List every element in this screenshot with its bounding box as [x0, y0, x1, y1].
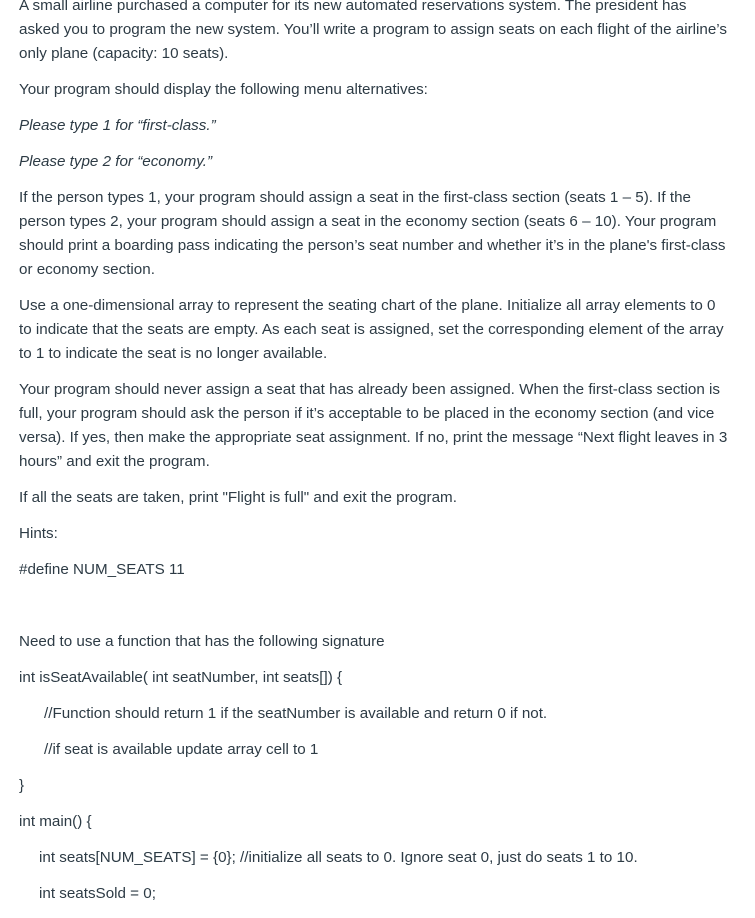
menu-option-economy: Please type 2 for “economy.” — [19, 153, 213, 170]
function-comment-return: //Function should return 1 if the seatNumber is available and return 0 if not. — [44, 705, 548, 722]
function-intro-paragraph: Need to use a function that has the following signature — [19, 633, 385, 650]
function-comment-update: //if seat is available update array cell to 1 — [44, 741, 319, 758]
function-close-brace: } — [19, 777, 25, 794]
array-paragraph: Use a one-dimensional array to represent the seating chart of the plane. Initialize all array elements to 0 to indicate that the seats are empty. As each seat is assigned, set the corresponding element of the array to 1 to indicate the seat is no longer available. — [19, 297, 724, 362]
menu-option-first-class: Please type 1 for “first-class.” — [19, 117, 216, 134]
flight-full-paragraph: If all the seats are taken, print "Flight is full" and exit the program. — [19, 489, 457, 506]
hints-heading: Hints: — [19, 525, 58, 542]
intro-paragraph: A small airline purchased a computer for its new automated reservations system. The president has asked you to program the new system. You’ll write a program to assign seats on each flight of the airline’s only plane (capacity: 10 seats). — [19, 0, 728, 62]
main-signature: int main() { — [19, 813, 92, 830]
menu-intro-paragraph: Your program should display the following menu alternatives: — [19, 81, 428, 98]
function-signature: int isSeatAvailable( int seatNumber, int seats[]) { — [19, 669, 343, 686]
main-seats-declaration: int seats[NUM_SEATS] = {0}; //initialize all seats to 0. Ignore seat 0, just do seats 1 to 10. — [39, 849, 638, 866]
seat-assignment-paragraph: If the person types 1, your program should assign a seat in the first-class section (seats 1 – 5). If the person types 2, your program should assign a seat in the economy section (seats 6 – 10). Your program should print a boarding pass indicating the person’s seat number and whether it’s in the plane's first-class or economy section. — [19, 189, 726, 278]
rules-paragraph: Your program should never assign a seat that has already been assigned. When the first-class section is full, your program should ask the person if it’s acceptable to be placed in the economy section (and vice versa). If yes, then make the appropriate seat assignment. If no, print the message “Next flight leaves in 3 hours” and exit the program. — [19, 381, 728, 470]
assignment-document — [19, 0, 731, 918]
define-line: #define NUM_SEATS 11 — [19, 561, 185, 578]
main-seats-sold-declaration: int seatsSold = 0; — [39, 885, 156, 902]
